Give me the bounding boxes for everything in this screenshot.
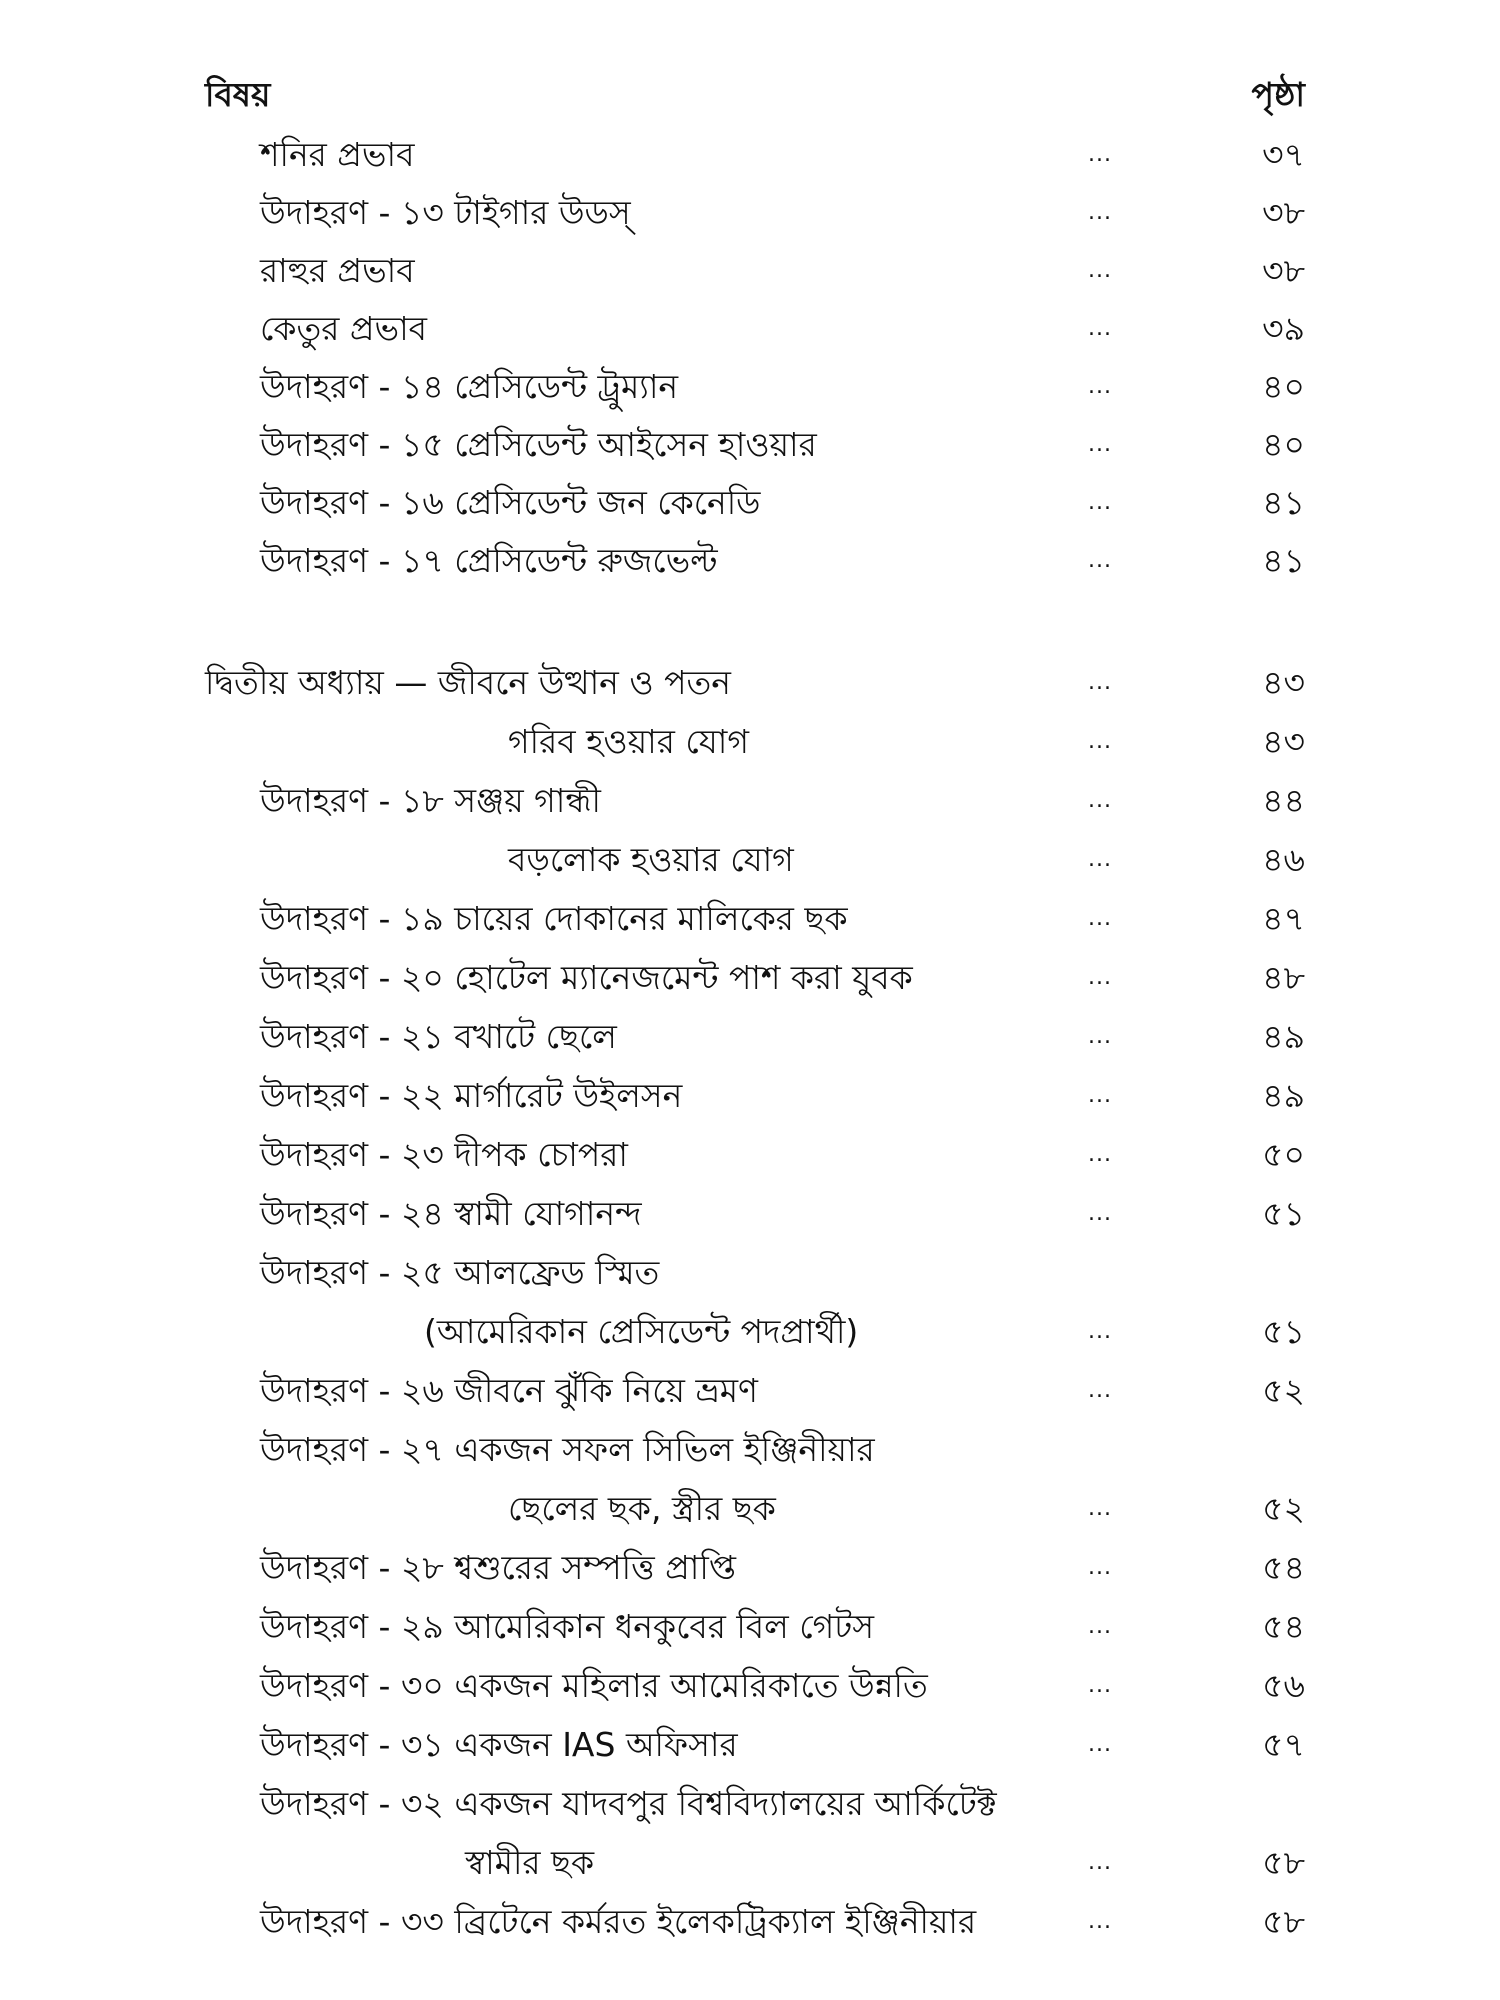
dot-leader: ...	[1088, 729, 1112, 754]
entry-title: উদাহরণ - ২৫ আলফ্রেড স্মিত	[260, 1253, 660, 1292]
subject-column-heading: বিষয়	[205, 75, 271, 114]
dot-leader: ...	[1088, 965, 1112, 990]
dot-leader: ...	[1088, 670, 1112, 695]
entry-page-number: ৫৮	[1262, 1843, 1305, 1882]
entry-title: রাহুর প্রভাব	[260, 251, 415, 290]
entry-page-number: ৩৭	[1262, 135, 1305, 174]
entry-title: উদাহরণ - ১৭ প্রেসিডেন্ট রুজভেল্ট	[260, 541, 718, 580]
entry-page-number: ৪৯	[1262, 1017, 1305, 1056]
toc-entry	[0, 1248, 1500, 1298]
dot-leader: ...	[1088, 1142, 1112, 1167]
entry-page-number: ৩৮	[1262, 193, 1305, 232]
toc-entry	[0, 362, 1500, 412]
entry-page-number: ৫৪	[1262, 1607, 1305, 1646]
entry-title: উদাহরণ - ২০ হোটেল ম্যানেজমেন্ট পাশ করা যুবক	[260, 958, 913, 997]
entry-page-number: ৪৪	[1262, 781, 1305, 820]
toc-entry	[0, 1012, 1500, 1062]
dot-leader: ...	[1088, 1909, 1112, 1934]
entry-page-number: ৫২	[1262, 1489, 1305, 1528]
toc-header	[0, 70, 1500, 120]
dot-leader: ...	[1088, 1201, 1112, 1226]
page-column-heading: পৃষ্ঠা	[1251, 75, 1305, 114]
entry-page-number: ৫০	[1262, 1135, 1305, 1174]
toc-entry	[0, 1779, 1500, 1829]
entry-title: দ্বিতীয় অধ্যায় — জীবনে উত্থান ও পতন	[205, 663, 731, 702]
toc-entry	[0, 1425, 1500, 1475]
entry-page-number: ৪১	[1262, 541, 1305, 580]
dot-leader: ...	[1088, 200, 1112, 225]
dot-leader: ...	[1088, 374, 1112, 399]
entry-title: উদাহরণ - ২৪ স্বামী যোগানন্দ	[260, 1194, 642, 1233]
entry-page-number: ৪০	[1262, 367, 1305, 406]
toc-entry	[0, 536, 1500, 586]
toc-entry	[0, 478, 1500, 528]
dot-leader: ...	[1088, 1024, 1112, 1049]
entry-page-number: ৪৩	[1262, 663, 1305, 702]
toc-entry	[0, 1720, 1500, 1770]
toc-entry	[0, 1484, 1500, 1534]
entry-title: উদাহরণ - ২২ মার্গারেট উইলসন	[260, 1076, 683, 1115]
entry-title: উদাহরণ - ৩০ একজন মহিলার আমেরিকাতে উন্নতি	[260, 1666, 928, 1705]
entry-title: উদাহরণ - ২৩ দীপক চোপরা	[260, 1135, 628, 1174]
entry-title: কেতুর প্রভাব	[260, 309, 428, 348]
entry-title: উদাহরণ - ২৬ জীবনে ঝুঁকি নিয়ে ভ্রমণ	[260, 1371, 758, 1410]
dot-leader: ...	[1088, 1614, 1112, 1639]
toc-entry	[0, 1543, 1500, 1593]
dot-leader: ...	[1088, 142, 1112, 167]
entry-title: স্বামীর ছক	[465, 1843, 595, 1882]
dot-leader: ...	[1088, 847, 1112, 872]
entry-page-number: ৪৩	[1262, 722, 1305, 761]
dot-leader: ...	[1088, 1555, 1112, 1580]
entry-title: শনির প্রভাব	[260, 135, 415, 174]
toc-entry	[0, 1897, 1500, 1947]
toc-entry	[0, 835, 1500, 885]
dot-leader: ...	[1088, 1378, 1112, 1403]
toc-entry	[0, 130, 1500, 180]
entry-page-number: ৪৭	[1262, 899, 1305, 938]
dot-leader: ...	[1088, 490, 1112, 515]
dot-leader: ...	[1088, 258, 1112, 283]
entry-title: উদাহরণ - ১৫ প্রেসিডেন্ট আইসেন হাওয়ার	[260, 425, 817, 464]
dot-leader: ...	[1088, 432, 1112, 457]
dot-leader: ...	[1088, 1673, 1112, 1698]
entry-title: উদাহরণ - ১৯ চায়ের দোকানের মালিকের ছক	[260, 899, 848, 938]
toc-entry	[0, 894, 1500, 944]
entry-title: উদাহরণ - ৩১ একজন IAS অফিসার	[260, 1725, 738, 1764]
dot-leader: ...	[1088, 1496, 1112, 1521]
toc-entry	[0, 1366, 1500, 1416]
entry-title: (আমেরিকান প্রেসিডেন্ট পদপ্রার্থী)	[424, 1312, 859, 1351]
entry-title: ছেলের ছক, স্ত্রীর ছক	[508, 1489, 776, 1528]
entry-title: উদাহরণ - ৩৩ ব্রিটেনে কর্মরত ইলেকট্রিক্যাল ইঞ্জিনীয়ার	[260, 1902, 977, 1941]
toc-entry	[0, 246, 1500, 296]
toc-entry	[0, 1661, 1500, 1711]
entry-title: গরিব হওয়ার যোগ	[508, 722, 749, 761]
toc-entry	[0, 1602, 1500, 1652]
dot-leader: ...	[1088, 788, 1112, 813]
entry-title: উদাহরণ - ১৮ সঞ্জয় গান্ধী	[260, 781, 601, 820]
dot-leader: ...	[1088, 1732, 1112, 1757]
toc-entry	[0, 1189, 1500, 1239]
entry-title: উদাহরণ - ২৭ একজন সফল সিভিল ইঞ্জিনীয়ার	[260, 1430, 875, 1469]
dot-leader: ...	[1088, 1850, 1112, 1875]
dot-leader: ...	[1088, 906, 1112, 931]
entry-title: উদাহরণ - ১৪ প্রেসিডেন্ট ট্রুম্যান	[260, 367, 679, 406]
toc-entry	[0, 953, 1500, 1003]
entry-page-number: ৪৯	[1262, 1076, 1305, 1115]
entry-page-number: ৫৪	[1262, 1548, 1305, 1587]
entry-title: উদাহরণ - ৩২ একজন যাদবপুর বিশ্ববিদ্যালয়ের আর্কিটেক্ট	[260, 1784, 997, 1823]
dot-leader: ...	[1088, 1319, 1112, 1344]
dot-leader: ...	[1088, 1083, 1112, 1108]
entry-page-number: ৫৭	[1262, 1725, 1305, 1764]
entry-title: উদাহরণ - ২১ বখাটে ছেলে	[260, 1017, 617, 1056]
toc-entry	[0, 304, 1500, 354]
entry-page-number: ৪০	[1262, 425, 1305, 464]
entry-page-number: ৪৮	[1262, 958, 1305, 997]
toc-entry	[0, 420, 1500, 470]
entry-page-number: ৫১	[1262, 1194, 1305, 1233]
toc-entry	[0, 1838, 1500, 1888]
entry-page-number: ৪১	[1262, 483, 1305, 522]
entry-page-number: ৫৬	[1262, 1666, 1305, 1705]
toc-entry	[0, 717, 1500, 767]
toc-entry	[0, 1130, 1500, 1180]
entry-title: উদাহরণ - ১৩ টাইগার উডস্	[260, 193, 631, 232]
entry-page-number: ৪৬	[1262, 840, 1305, 879]
entry-page-number: ৫২	[1262, 1371, 1305, 1410]
toc-entry	[0, 188, 1500, 238]
toc-entry	[0, 1307, 1500, 1357]
entry-page-number: ৩৯	[1262, 309, 1305, 348]
toc-entry	[0, 776, 1500, 826]
entry-title: উদাহরণ - ১৬ প্রেসিডেন্ট জন কেনেডি	[260, 483, 761, 522]
entry-page-number: ৫১	[1262, 1312, 1305, 1351]
entry-title: উদাহরণ - ২৮ শ্বশুরের সম্পত্তি প্রাপ্তি	[260, 1548, 736, 1587]
toc-entry	[0, 658, 1500, 708]
entry-page-number: ৩৮	[1262, 251, 1305, 290]
entry-title: উদাহরণ - ২৯ আমেরিকান ধনকুবের বিল গেটস	[260, 1607, 875, 1646]
toc-entry	[0, 1071, 1500, 1121]
entry-title: বড়লোক হওয়ার যোগ	[508, 840, 794, 879]
dot-leader: ...	[1088, 316, 1112, 341]
entry-page-number: ৫৮	[1262, 1902, 1305, 1941]
dot-leader: ...	[1088, 548, 1112, 573]
